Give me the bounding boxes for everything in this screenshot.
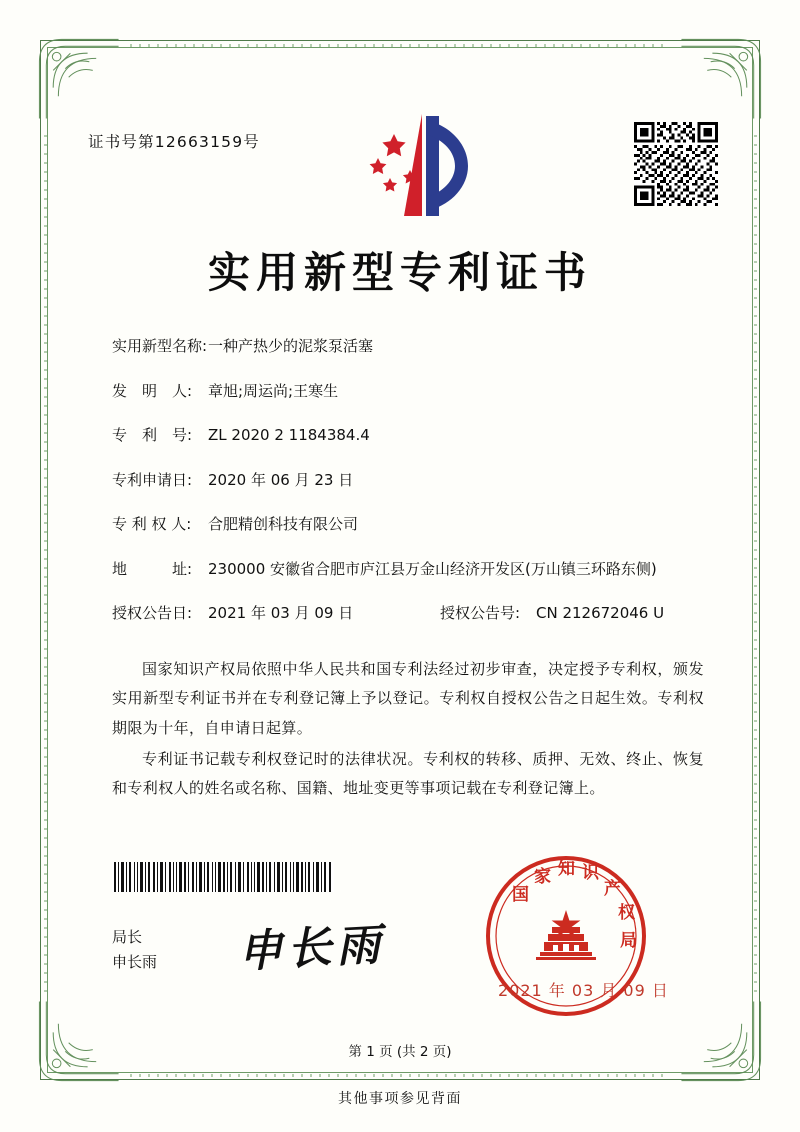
cnipa-logo-icon [356,112,472,220]
field-value-grant-date: 2021 年 03 月 09 日 [208,604,354,622]
legal-paragraph-2: 专利证书记载专利权登记时的法律状况。专利权的转移、质押、无效、终止、恢复和专利权人的姓名或名称、国籍、地址变更等事项记载在专利登记簿上。 [112,749,704,797]
corner-ornament-top-left [36,36,122,122]
legal-text [112,655,704,805]
field-row-patent-number [112,424,704,447]
field-value: ZL 2020 2 1184384.4 [208,426,370,444]
handwritten-signature: 申长雨 [237,919,387,978]
field-row-utility-model-name [112,335,704,358]
seal-date: 2021 年 03 月 09 日 [498,981,669,1000]
field-label: 专 利 权 人: [112,515,192,533]
page-title: 实用新型专利证书 [207,248,592,297]
director-name-label: 申长雨 [112,952,158,971]
border-pattern-bottom [130,1074,670,1077]
field-row-address [112,558,704,581]
corner-ornament-top-right [678,36,764,122]
legal-paragraph-1: 国家知识产权局依照中华人民共和国专利法经过初步审查，决定授予专利权，颁发实用新型专利证书并在专利登记簿上予以登记。专利权自授权公告之日起生效。专利权期限为十年，自申请日起算。 [112,660,704,737]
page-number: 第 1 页 (共 2 页) [348,1044,452,1060]
barcode [112,862,334,892]
svg-text:国: 国 [512,885,529,905]
field-row-application-date [112,469,704,492]
field-row-inventors [112,380,704,403]
field-value: 230000 安徽省合肥市庐江县万金山经济开发区(万山镇三环路东侧) [208,559,657,578]
field-value-grant-number: CN 212672046 U [536,604,665,622]
field-row-patentee [112,513,704,536]
certificate-number: 证书号第12663159号 [88,133,260,151]
qr-code [634,122,718,206]
field-row-grant-announcement [112,602,704,625]
director-title-label: 局长 [112,928,143,946]
field-label: 地 址: [112,559,193,578]
field-value: 2020 年 06 月 23 日 [208,470,354,489]
field-value: 一种产热少的泥浆泵活塞 [208,337,374,355]
signature-block [112,925,157,975]
field-label: 发 明 人: [112,381,193,400]
field-label-grant-date: 授权公告日: [112,604,193,622]
field-label: 实用新型名称: [112,337,208,355]
field-value: 合肥精创科技有限公司 [208,515,359,533]
field-label: 专利申请日: [112,470,193,489]
svg-text:家 知 识: 家 知 识 产 权 局 [534,859,637,951]
field-list [112,335,704,647]
border-pattern-top [130,44,670,47]
field-label: 专 利 号: [112,426,193,444]
field-label-grant-number: 授权公告号: [440,604,521,622]
footer-note: 其他事项参见背面 [338,1091,462,1107]
field-value: 章旭;周运尚;王寒生 [208,381,339,400]
